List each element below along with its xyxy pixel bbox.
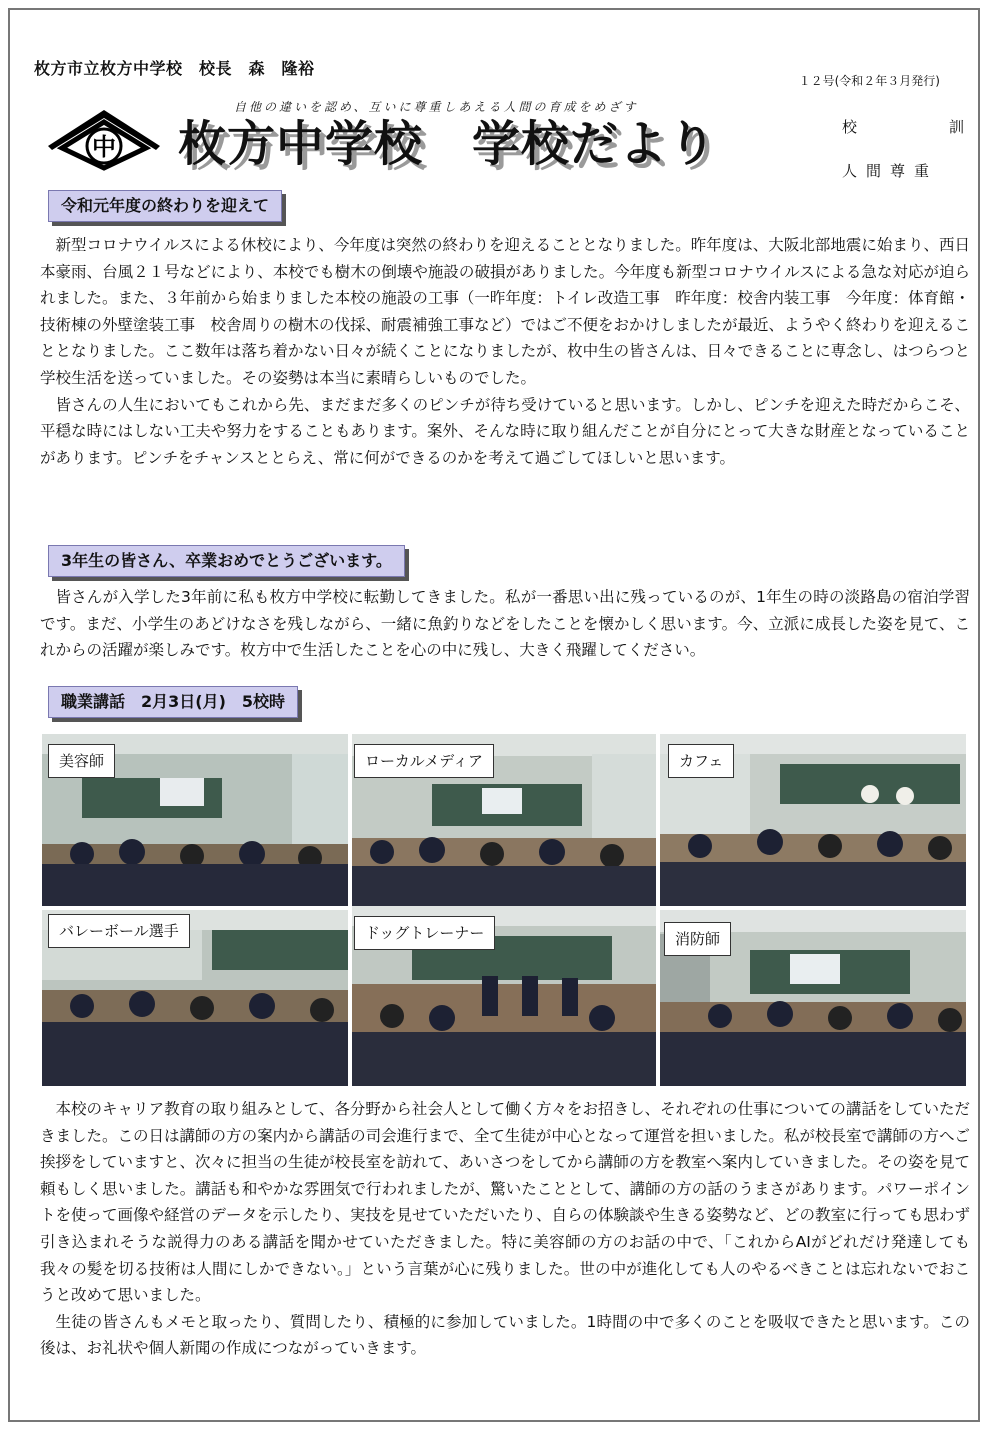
photo-label: ドッグトレーナー: [354, 916, 495, 950]
issue-number: １２号(令和２年３月発行): [798, 74, 940, 88]
section-heading-graduation: 3年生の皆さん、卒業おめでとうございます。: [48, 545, 405, 577]
photo-volleyball-player: [42, 910, 348, 1086]
school-emblem-icon: [44, 106, 164, 172]
photo-firefighter: [660, 910, 966, 1086]
school-motto: 自他の違いを認め、互いに尊重しあえる人間の育成をめざす: [234, 100, 639, 114]
paragraph: 新型コロナウイルスによる休校により、今年度は突然の終わりを迎えることとなりました。昨年度は、大阪北部地震に始まり、西日本豪雨、台風２１号などにより、本校でも樹木の倒壊や施設の破損がありました。今年度も新型コロナウイルスによる急な対応が迫られました。また、３年前から始まりました本校の施設の工事（一昨年度：トイレ改造工事 昨年度：校舎内装工事 今年度：体育館・技術棟の外壁塗装工事 校舎周りの樹木の伐採、耐震補強工事など）ではご不便をおかけしましたが最近、ようやく終わりを迎えることとなりました。ここ数年は落ち着かない日々が続くことになりましたが、枚中生の皆さんは、日々できることに専念し、はつらつと学校生活を送っていました。その姿勢は本当に素晴らしいものでした。: [40, 236, 971, 387]
paragraph: 本校のキャリア教育の取り組みとして、各分野から社会人として働く方々をお招きし、それぞれの仕事についての講話をしていただきました。この日は講師の方の案内から講話の司会進行まで、全て生徒が中心となって運営を担いました。私が校長室で講師の方へご挨拶をしていますと、次々に担当の生徒が校長室を訪れて、あいさつをしてから講師の方を教室へ案内していきました。その姿を見て頼もしく思いました。講話も和やかな雰囲気で行われましたが、驚いたこととして、講師の方の話のうまさがあります。パワーポイントを使って画像や経営のデータを示したり、実技を見せていただいたり、自らの体験談や生きる姿勢など、どの教室に行っても思わず引き込まれそうな説得力のある講話を聞かせていただきました。特に美容師の方のお話の中で、「これからAIがどれだけ発達しても我々の髪を切る技術は人間にしかできない。」という言葉が心に残りました。世の中が進化しても人のやるべきことは忘れないでおこうと改めて思いました。: [40, 1100, 971, 1305]
paragraph: 生徒の皆さんもメモと取ったり、質問したり、積極的に参加していました。1時間の中で多くのことを吸収できたと思います。この後は、お礼状や個人新聞の作成につながっていきます。: [40, 1312, 970, 1358]
paragraph: 皆さんが入学した3年前に私も枚方中学校に転勤してきました。私が一番思い出に残っているのが、1年生の時の淡路島の宿泊学習です。まだ、小学生のあどけなさを残しながら、一緒に魚釣りなどをしたことを懐かしく思います。今、立派に成長した姿を見て、これからの活躍が楽しみです。枚方中で生活したことを心の中に残し、大きく飛躍してください。: [40, 588, 970, 660]
photo-grid: [42, 734, 966, 1086]
photo-label: 美容師: [48, 744, 115, 778]
photo-label: ローカルメディア: [354, 744, 494, 778]
photo-label: カフェ: [668, 744, 734, 778]
photo-dog-trainer: [352, 906, 656, 1086]
photo-label: バレーボール選手: [48, 914, 190, 948]
newsletter-page: [8, 8, 980, 1422]
school-principal-line: 枚方市立枚方中学校 校長 森 隆裕: [34, 59, 315, 78]
section-body-graduation: [40, 584, 970, 664]
precept-label-1: 校: [842, 118, 858, 136]
section-heading-year-end: 令和元年度の終わりを迎えて: [48, 190, 282, 222]
precept-label-2: 訓: [948, 118, 964, 136]
photo-label: 消防師: [664, 922, 731, 956]
photo-cafe: [660, 734, 966, 906]
precept-value: 人間尊重: [842, 162, 939, 180]
section-body-career-talk: [40, 1096, 970, 1362]
section-body-year-end: [40, 232, 970, 471]
paragraph: 皆さんの人生においてもこれから先、まだまだ多くのピンチが待ち受けていると思います。しかし、ピンチを迎えた時だからこそ、平穏な時にはしない工夫や努力をすることもあります。案外、そんな時に取り組んだことが自分にとって大きな財産となっていることがあります。ピンチをチャンスととらえ、常に何ができるのかを考えて過ごしてほしいと思います。: [40, 395, 970, 467]
school-precept: [842, 118, 964, 180]
newsletter-title: 枚方中学校 学校だより: [178, 116, 718, 172]
photo-local-media: [352, 734, 656, 906]
emblem-character: 中: [92, 133, 116, 161]
photo-cosmetologist: [42, 734, 348, 906]
section-heading-career-talk: 職業講話 2月3日(月) 5校時: [48, 686, 298, 718]
